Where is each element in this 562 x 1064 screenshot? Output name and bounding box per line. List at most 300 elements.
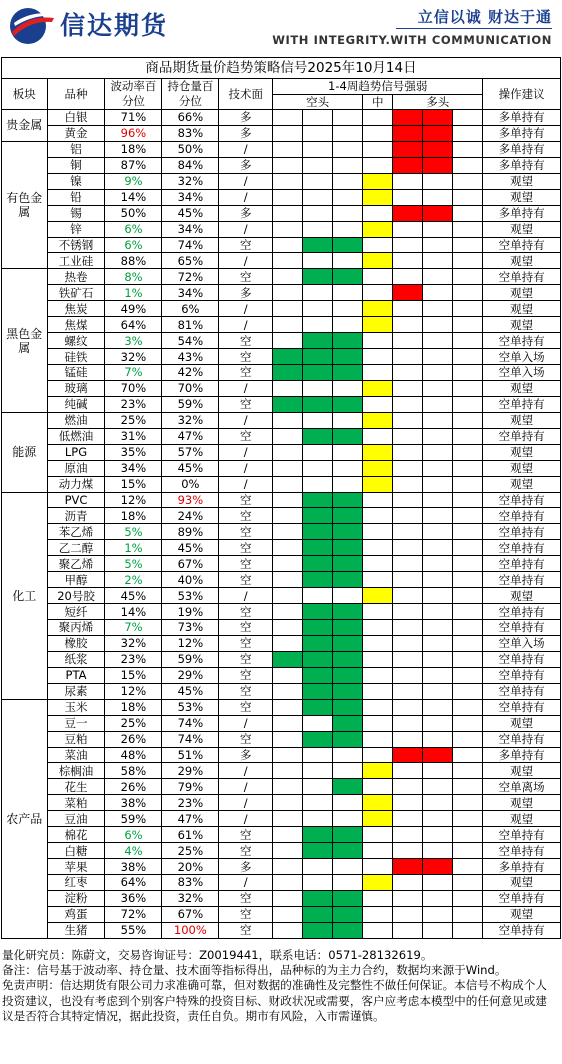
- variety-cell: 工业硅: [47, 253, 105, 269]
- variety-cell: 玻璃: [47, 380, 105, 396]
- variety-cell: 沥青: [47, 508, 105, 524]
- position-cell: 23%: [162, 795, 219, 811]
- signal-cell: [393, 572, 423, 588]
- signal-cell: [363, 524, 393, 540]
- signal-cell: [303, 205, 333, 221]
- signal-cell: [423, 492, 453, 508]
- signal-cell: [273, 380, 303, 396]
- signal-cell: [453, 620, 483, 636]
- signal-cell: [393, 588, 423, 604]
- signal-cell: [453, 556, 483, 572]
- volatility-cell: 6%: [105, 827, 162, 843]
- signal-cell: [273, 221, 303, 237]
- table-row: [2, 572, 561, 588]
- signal-cell: [393, 189, 423, 205]
- volatility-cell: 70%: [105, 380, 162, 396]
- signal-cell: [453, 667, 483, 683]
- signal-cell: [393, 396, 423, 412]
- position-cell: 20%: [162, 859, 219, 875]
- signal-cell: [303, 859, 333, 875]
- volatility-cell: 38%: [105, 859, 162, 875]
- signal-cell: [333, 301, 363, 317]
- technical-cell: 空: [219, 604, 273, 620]
- signal-cell: [393, 221, 423, 237]
- signal-cell: [363, 492, 393, 508]
- advice-cell: 空单持有: [483, 556, 561, 572]
- signal-cell: [453, 635, 483, 651]
- volatility-cell: 7%: [105, 365, 162, 381]
- signal-cell: [273, 110, 303, 126]
- signal-cell: [393, 604, 423, 620]
- signal-cell: [453, 317, 483, 333]
- signal-cell: [333, 588, 363, 604]
- signal-cell: [303, 922, 333, 938]
- technical-cell: 空: [219, 428, 273, 444]
- position-cell: 29%: [162, 763, 219, 779]
- technical-cell: 空: [219, 635, 273, 651]
- variety-cell: 玉米: [47, 699, 105, 715]
- signal-cell: [363, 588, 393, 604]
- volatility-cell: 34%: [105, 460, 162, 476]
- signal-cell: [423, 572, 453, 588]
- signal-cell: [273, 572, 303, 588]
- table-row: [2, 843, 561, 859]
- technical-cell: /: [219, 173, 273, 189]
- table-row: [2, 173, 561, 189]
- signal-cell: [333, 556, 363, 572]
- position-cell: 34%: [162, 189, 219, 205]
- sector-label: 贵金属: [2, 110, 48, 142]
- advice-cell: 观望: [483, 301, 561, 317]
- table-row: [2, 524, 561, 540]
- advice-cell: 观望: [483, 811, 561, 827]
- signal-cell: [393, 811, 423, 827]
- technical-cell: 多: [219, 747, 273, 763]
- signal-cell: [423, 189, 453, 205]
- table-row: [2, 715, 561, 731]
- advice-cell: 空单持有: [483, 604, 561, 620]
- signal-cell: [333, 651, 363, 667]
- signal-cell: [273, 285, 303, 301]
- advice-cell: 多单持有: [483, 110, 561, 126]
- signal-cell: [273, 683, 303, 699]
- position-cell: 74%: [162, 237, 219, 253]
- volatility-cell: 25%: [105, 715, 162, 731]
- advice-cell: 多单持有: [483, 205, 561, 221]
- signal-cell: [333, 731, 363, 747]
- volatility-cell: 7%: [105, 620, 162, 636]
- signal-cell: [453, 285, 483, 301]
- table-row: [2, 604, 561, 620]
- signal-cell: [303, 843, 333, 859]
- signal-cell: [303, 157, 333, 173]
- signal-cell: [453, 827, 483, 843]
- signal-cell: [423, 795, 453, 811]
- signal-cell: [453, 380, 483, 396]
- signal-cell: [423, 779, 453, 795]
- signal-cell: [363, 253, 393, 269]
- signal-cell: [363, 620, 393, 636]
- technical-cell: 空: [219, 572, 273, 588]
- signal-cell: [333, 620, 363, 636]
- signal-cell: [453, 460, 483, 476]
- technical-cell: /: [219, 221, 273, 237]
- signal-cell: [303, 620, 333, 636]
- signal-cell: [393, 141, 423, 157]
- variety-cell: 纯碱: [47, 396, 105, 412]
- signal-cell: [303, 189, 333, 205]
- advice-cell: 空单持有: [483, 572, 561, 588]
- signal-cell: [303, 875, 333, 891]
- signal-cell: [333, 125, 363, 141]
- signal-cell: [423, 141, 453, 157]
- table-row: [2, 492, 561, 508]
- technical-cell: /: [219, 763, 273, 779]
- signal-cell: [363, 412, 393, 428]
- table-row: [2, 763, 561, 779]
- advice-cell: 观望: [483, 906, 561, 922]
- signal-cell: [453, 540, 483, 556]
- signal-cell: [333, 859, 363, 875]
- position-cell: 24%: [162, 508, 219, 524]
- technical-cell: 空: [219, 333, 273, 349]
- technical-cell: 空: [219, 508, 273, 524]
- signal-cell: [303, 588, 333, 604]
- table-row: [2, 317, 561, 333]
- position-cell: 89%: [162, 524, 219, 540]
- signal-cell: [423, 396, 453, 412]
- variety-cell: 菜粕: [47, 795, 105, 811]
- volatility-cell: 49%: [105, 301, 162, 317]
- volatility-cell: 12%: [105, 492, 162, 508]
- variety-cell: 花生: [47, 779, 105, 795]
- signal-cell: [423, 349, 453, 365]
- signal-cell: [453, 859, 483, 875]
- signal-cell: [393, 412, 423, 428]
- variety-cell: 黄金: [47, 125, 105, 141]
- signal-cell: [453, 747, 483, 763]
- signal-cell: [393, 492, 423, 508]
- technical-cell: /: [219, 301, 273, 317]
- technical-cell: 空: [219, 699, 273, 715]
- advice-cell: 观望: [483, 253, 561, 269]
- position-cell: 45%: [162, 460, 219, 476]
- signal-cell: [453, 875, 483, 891]
- position-cell: 25%: [162, 843, 219, 859]
- signal-cell: [273, 540, 303, 556]
- table-title: 商品期货量价趋势策略信号2025年10月14日: [2, 58, 561, 79]
- signal-cell: [453, 906, 483, 922]
- technical-cell: /: [219, 460, 273, 476]
- signal-cell: [303, 715, 333, 731]
- advice-cell: 空单持有: [483, 269, 561, 285]
- technical-cell: /: [219, 253, 273, 269]
- technical-cell: 多: [219, 859, 273, 875]
- volatility-cell: 55%: [105, 922, 162, 938]
- signal-cell: [363, 763, 393, 779]
- signal-cell: [333, 875, 363, 891]
- signal-cell: [423, 508, 453, 524]
- sector-label: 黑色金属: [2, 269, 48, 412]
- technical-cell: /: [219, 811, 273, 827]
- signal-cell: [303, 699, 333, 715]
- signal-cell: [423, 827, 453, 843]
- volatility-cell: 32%: [105, 349, 162, 365]
- signal-cell: [453, 890, 483, 906]
- signal-cell: [423, 317, 453, 333]
- signal-cell: [303, 333, 333, 349]
- signal-cell: [333, 460, 363, 476]
- signal-cell: [453, 173, 483, 189]
- signal-cell: [453, 205, 483, 221]
- signal-cell: [453, 301, 483, 317]
- signal-cell: [453, 508, 483, 524]
- signal-cell: [303, 221, 333, 237]
- advice-cell: 空单入场: [483, 365, 561, 381]
- volatility-cell: 58%: [105, 763, 162, 779]
- signal-cell: [273, 349, 303, 365]
- signal-cell: [363, 110, 393, 126]
- advice-cell: 空单持有: [483, 237, 561, 253]
- volatility-cell: 64%: [105, 317, 162, 333]
- signal-cell: [393, 922, 423, 938]
- table-row: [2, 508, 561, 524]
- signal-cell: [423, 157, 453, 173]
- advice-cell: 观望: [483, 460, 561, 476]
- signal-cell: [453, 269, 483, 285]
- table-row: [2, 157, 561, 173]
- variety-cell: 生猪: [47, 922, 105, 938]
- signal-cell: [333, 412, 363, 428]
- position-cell: 74%: [162, 715, 219, 731]
- volatility-cell: 15%: [105, 667, 162, 683]
- variety-cell: PTA: [47, 667, 105, 683]
- signal-cell: [273, 333, 303, 349]
- technical-cell: /: [219, 875, 273, 891]
- advice-cell: 空单持有: [483, 540, 561, 556]
- signal-cell: [333, 524, 363, 540]
- signal-cell: [423, 875, 453, 891]
- position-cell: 72%: [162, 269, 219, 285]
- signal-cell: [303, 396, 333, 412]
- signal-cell: [273, 141, 303, 157]
- volatility-cell: 26%: [105, 779, 162, 795]
- signal-cell: [333, 683, 363, 699]
- table-row: [2, 396, 561, 412]
- variety-cell: 锡: [47, 205, 105, 221]
- variety-cell: 低燃油: [47, 428, 105, 444]
- signal-cell: [363, 651, 393, 667]
- volatility-cell: 71%: [105, 110, 162, 126]
- signal-cell: [423, 667, 453, 683]
- signal-cell: [333, 221, 363, 237]
- table-row: [2, 189, 561, 205]
- table-row: [2, 747, 561, 763]
- signal-cell: [393, 667, 423, 683]
- signal-cell: [423, 524, 453, 540]
- technical-cell: 空: [219, 349, 273, 365]
- signal-cell: [273, 604, 303, 620]
- variety-cell: 棉花: [47, 827, 105, 843]
- table-row: [2, 269, 561, 285]
- variety-cell: 燃油: [47, 412, 105, 428]
- signal-cell: [393, 285, 423, 301]
- variety-cell: 热卷: [47, 269, 105, 285]
- signal-cell: [333, 444, 363, 460]
- table-row: [2, 476, 561, 492]
- signal-cell: [333, 922, 363, 938]
- signal-cell: [273, 189, 303, 205]
- signal-cell: [303, 508, 333, 524]
- signal-cell: [453, 524, 483, 540]
- technical-cell: /: [219, 476, 273, 492]
- signal-cell: [273, 253, 303, 269]
- signal-cell: [423, 253, 453, 269]
- volatility-cell: 72%: [105, 906, 162, 922]
- signal-cell: [423, 890, 453, 906]
- position-cell: 32%: [162, 412, 219, 428]
- signal-cell: [303, 349, 333, 365]
- signal-cell: [393, 173, 423, 189]
- technical-cell: /: [219, 412, 273, 428]
- signal-cell: [393, 556, 423, 572]
- variety-cell: 聚丙烯: [47, 620, 105, 636]
- variety-cell: 苹果: [47, 859, 105, 875]
- volatility-cell: 5%: [105, 524, 162, 540]
- signal-cell: [423, 412, 453, 428]
- signal-cell: [273, 747, 303, 763]
- signal-cell: [393, 699, 423, 715]
- signal-cell: [363, 540, 393, 556]
- volatility-cell: 18%: [105, 508, 162, 524]
- signal-cell: [423, 731, 453, 747]
- signal-cell: [303, 683, 333, 699]
- signal-cell: [333, 747, 363, 763]
- table-row: [2, 588, 561, 604]
- signal-cell: [273, 365, 303, 381]
- signal-cell: [453, 699, 483, 715]
- signal-cell: [333, 715, 363, 731]
- advice-cell: 空单持有: [483, 396, 561, 412]
- signal-cell: [363, 667, 393, 683]
- position-cell: 83%: [162, 875, 219, 891]
- signal-cell: [273, 667, 303, 683]
- signal-cell: [393, 875, 423, 891]
- signal-cell: [303, 173, 333, 189]
- volatility-cell: 9%: [105, 173, 162, 189]
- table-row: [2, 906, 561, 922]
- signal-cell: [363, 875, 393, 891]
- signal-cell: [363, 731, 393, 747]
- table-row: [2, 699, 561, 715]
- position-cell: 59%: [162, 651, 219, 667]
- signal-cell: [333, 317, 363, 333]
- col-volatility: 波动率百分位: [105, 79, 162, 110]
- signal-cell: [303, 635, 333, 651]
- signal-cell: [453, 412, 483, 428]
- variety-cell: 红枣: [47, 875, 105, 891]
- variety-cell: PVC: [47, 492, 105, 508]
- signal-cell: [273, 396, 303, 412]
- signal-cell: [303, 890, 333, 906]
- volatility-cell: 45%: [105, 588, 162, 604]
- signal-cell: [363, 221, 393, 237]
- table-row: [2, 683, 561, 699]
- table-row: [2, 110, 561, 126]
- variety-cell: 纸浆: [47, 651, 105, 667]
- page-header: [0, 0, 562, 56]
- signal-cell: [303, 476, 333, 492]
- signal-cell: [363, 237, 393, 253]
- signal-cell: [423, 173, 453, 189]
- signal-cell: [393, 237, 423, 253]
- signal-cell: [273, 922, 303, 938]
- technical-cell: /: [219, 715, 273, 731]
- signal-cell: [393, 540, 423, 556]
- signal-cell: [363, 396, 393, 412]
- signal-cell: [333, 540, 363, 556]
- signal-cell: [453, 237, 483, 253]
- signal-cell: [453, 843, 483, 859]
- signal-cell: [423, 237, 453, 253]
- disclaimer: 免责声明：信达期货有限公司力求准确可靠，但对数据的准确性及完整性不做任何保证。本信号不构成个人投资建议，也没有考虑到个别客户特殊的投资目标、财政状况或需要，客户应考虑本模型中的任何意见或建议是否符合其特定情况，据此投资，责任自负。期市有风险，入市需谨慎。: [2, 978, 547, 1023]
- signal-cell: [333, 779, 363, 795]
- signal-cell: [393, 890, 423, 906]
- signal-cell: [273, 795, 303, 811]
- variety-cell: 豆油: [47, 811, 105, 827]
- advice-cell: 观望: [483, 795, 561, 811]
- position-cell: 67%: [162, 556, 219, 572]
- signal-cell: [333, 269, 363, 285]
- signal-cell: [273, 651, 303, 667]
- signal-cell: [273, 906, 303, 922]
- signal-cell: [453, 365, 483, 381]
- signal-cell: [423, 285, 453, 301]
- signal-cell: [423, 269, 453, 285]
- signal-cell: [363, 285, 393, 301]
- signal-cell: [423, 922, 453, 938]
- variety-cell: 螺纹: [47, 333, 105, 349]
- signal-cell: [363, 141, 393, 157]
- advice-cell: 多单持有: [483, 125, 561, 141]
- signal-cell: [273, 763, 303, 779]
- technical-cell: 多: [219, 157, 273, 173]
- signal-cell: [393, 157, 423, 173]
- signal-cell: [453, 476, 483, 492]
- table-row: [2, 125, 561, 141]
- signal-cell: [423, 859, 453, 875]
- volatility-cell: 59%: [105, 811, 162, 827]
- signal-cell: [303, 412, 333, 428]
- signal-cell: [393, 317, 423, 333]
- signal-cell: [363, 843, 393, 859]
- table-row: [2, 635, 561, 651]
- signal-cell: [363, 779, 393, 795]
- volatility-cell: 18%: [105, 699, 162, 715]
- technical-cell: 多: [219, 125, 273, 141]
- signal-cell: [393, 763, 423, 779]
- signal-cell: [333, 428, 363, 444]
- signal-cell: [333, 508, 363, 524]
- advice-cell: 观望: [483, 221, 561, 237]
- signal-cell: [393, 795, 423, 811]
- signal-cell: [333, 604, 363, 620]
- signal-cell: [393, 125, 423, 141]
- technical-cell: 空: [219, 890, 273, 906]
- advice-cell: 空单持有: [483, 667, 561, 683]
- table-row: [2, 221, 561, 237]
- position-cell: 50%: [162, 141, 219, 157]
